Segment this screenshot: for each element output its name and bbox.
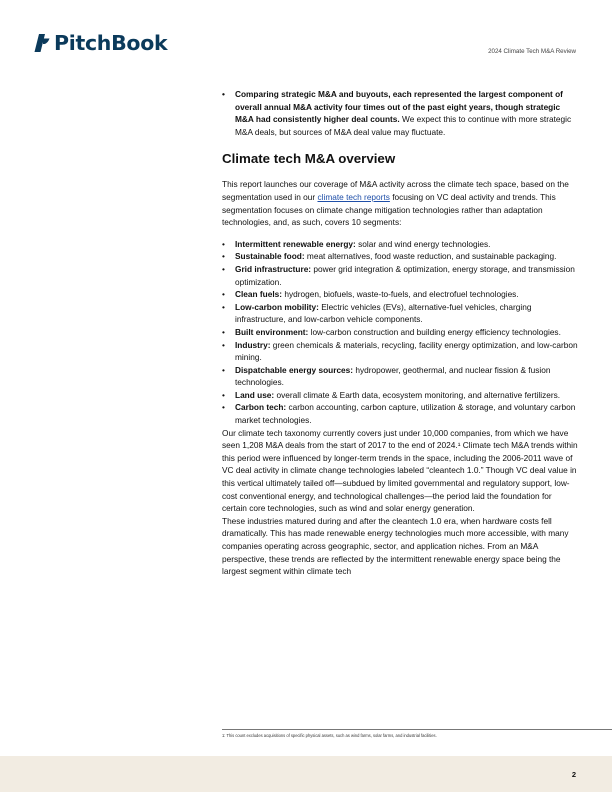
intro-bullet-rest: We expect this to continue with more strategic M&A deals, but sources of M&A deal value may fluctuate. — [235, 114, 572, 137]
pitchbook-logo-icon — [32, 33, 52, 53]
list-item — [222, 250, 578, 263]
report-title: 2024 Climate Tech M&A Review — [488, 48, 576, 55]
section-heading: Climate tech M&A overview — [222, 151, 396, 167]
segment-term: Clean fuels: — [235, 289, 283, 300]
taxonomy-paragraph: Our climate tech taxonomy currently covers just under 10,000 companies, from which we have seen 1,208 M&A deals from the start of 2017 to the end of 2024.¹ Climate tech M&A trends within this period were influenced by longer-term trends in the space, including the 2006-2011 wave of VC deal activity in climate change technologies labeled “cleantech 1.0.” Though VC deal value in this vertical ultimately tailed off—subdued by limited governmental and regulatory support, low-cost conventional energy, and technological challenges—the period laid the foundation for certain core technologies, such as wind and solar energy generation. — [222, 427, 578, 514]
segment-desc: green chemicals & materials, recycling, facility energy optimization, and low-carbon mining. — [235, 339, 578, 363]
bullet-glyph: • — [222, 238, 225, 249]
list-item — [222, 401, 578, 426]
bullet-glyph: • — [222, 339, 225, 350]
intro-bullet — [222, 88, 578, 138]
list-item — [222, 238, 578, 251]
bullet-glyph: • — [222, 326, 225, 337]
segment-term: Carbon tech: — [235, 402, 287, 413]
bullet-glyph: • — [222, 364, 225, 375]
intro-paragraph — [222, 178, 578, 228]
segment-desc: low-carbon construction and building energy efficiency technologies. — [308, 326, 561, 337]
intro-paragraph-end: focusing on VC deal activity and trends. This segmentation focuses on climate change mitigation technologies rather than adaptation technologies, and, as such, covers 10 segments: — [222, 191, 556, 228]
list-item — [222, 288, 578, 301]
bullet-glyph: • — [222, 89, 225, 99]
segment-term: Grid infrastructure: — [235, 263, 312, 274]
climate-tech-reports-link[interactable]: climate tech reports — [317, 191, 390, 202]
segment-term: Land use: — [235, 389, 275, 400]
intro-bullet-bold: Comparing strategic M&A and buyouts, each represented the largest component of overall annual M&A activity four times out of the past eight years, though strategic M&A had consistently higher deal counts. — [235, 89, 563, 125]
footnote: 1: This count excludes acquisitions of specific physical assets, such as wind farms, solar farms, and industrial facilities. — [222, 733, 437, 738]
bullet-glyph: • — [222, 263, 225, 274]
segment-term: Low-carbon mobility: — [235, 301, 319, 312]
segment-term: Intermittent renewable energy: — [235, 238, 356, 249]
bullet-glyph: • — [222, 389, 225, 400]
segment-term: Dispatchable energy sources: — [235, 364, 354, 375]
pitchbook-logo — [32, 33, 167, 53]
footer-band — [0, 756, 612, 792]
segment-term: Industry: — [235, 339, 271, 350]
segment-desc: power grid integration & optimization, energy storage, and transmission optimization. — [235, 263, 575, 287]
footnote-divider — [222, 729, 612, 730]
bullet-glyph: • — [222, 289, 225, 300]
segment-desc: meat alternatives, food waste reduction, and sustainable packaging. — [304, 251, 557, 262]
list-item — [222, 326, 578, 339]
list-item — [222, 263, 578, 288]
list-item — [222, 389, 578, 402]
segment-desc: carbon accounting, carbon capture, utilization & storage, and voluntary carbon market technologies. — [235, 402, 576, 426]
segment-term: Sustainable food: — [235, 251, 305, 262]
bullet-glyph: • — [222, 251, 225, 262]
intro-paragraph-start: This report launches our coverage of M&A activity across the climate tech space, based on the segmentation used in our — [222, 179, 569, 202]
list-item — [222, 339, 578, 364]
main-content — [222, 88, 578, 578]
bullet-glyph: • — [222, 402, 225, 413]
maturity-paragraph: These industries matured during and after the cleantech 1.0 era, when hardware costs fell dramatically. This has made renewable energy technologies much more accessible, with many companies operating across geographic, sector, and application niches. From an M&A perspective, these trends are reflected by the intermittent renewable energy space being the largest segment within climate tech — [222, 515, 569, 577]
segment-desc: hydrogen, biofuels, waste-to-fuels, and electrofuel technologies. — [282, 289, 519, 300]
segment-list — [222, 238, 578, 427]
segment-desc: overall climate & Earth data, ecosystem monitoring, and alternative fertilizers. — [274, 389, 561, 400]
segment-desc: hydropower, geothermal, and nuclear fission & fusion technologies. — [235, 364, 551, 388]
logo-text: PitchBook — [54, 31, 168, 55]
list-item — [222, 301, 578, 326]
segment-desc: solar and wind energy technologies. — [355, 238, 491, 249]
bullet-glyph: • — [222, 301, 225, 312]
page-number: 2 — [571, 770, 576, 779]
segment-desc: Electric vehicles (EVs), alternative-fuel vehicles, charging infrastructure, and low-carbon vehicle components. — [235, 301, 532, 325]
segment-term: Built environment: — [235, 326, 309, 337]
list-item — [222, 364, 578, 389]
